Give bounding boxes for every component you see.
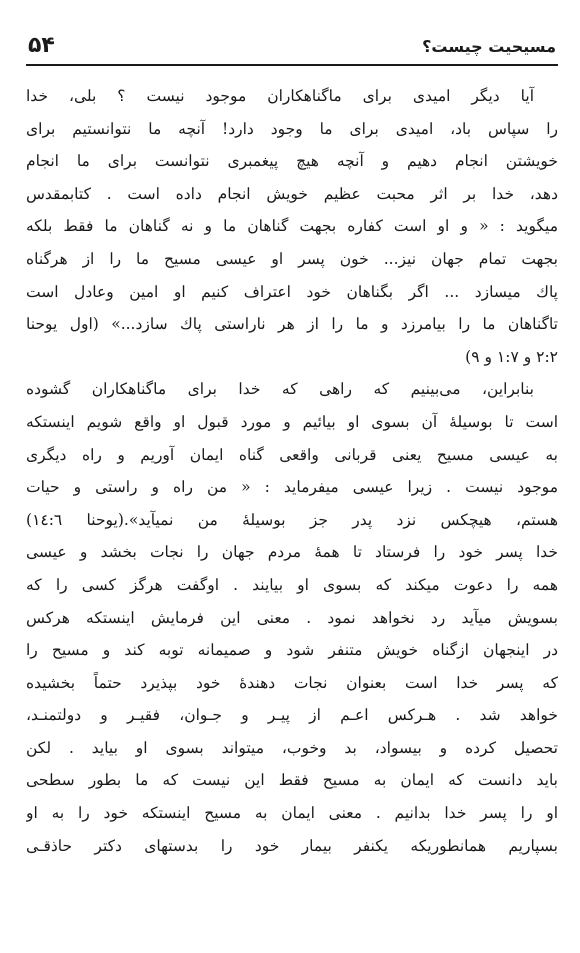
text-line: آیا دیگر امیدی برای ماگناهکاران موجود نیست ؟ بلی، خدا (26, 87, 534, 105)
running-header (26, 30, 558, 66)
page-number: ۵۴ (28, 33, 55, 58)
text-line: هستم، هیچکس نزد پدر جز بوسیلهٔ من نمیآید».(یوحنا ۱٤:٦) (26, 510, 558, 529)
text-line: بجهت تمام جهان نیز... خون پسر او عیسی مسیح ما را از هرگناه (26, 249, 558, 268)
text-line: است تا بوسیلهٔ آن بسوی او بیائیم و مورد قبول او واقع شویم اینستکه (26, 412, 558, 431)
text-line: او را پسر خدا بدانیم . معنی ایمان به مسیح اینستکه خود را به او (26, 804, 558, 823)
running-title: مسیحیت چیست؟ (422, 37, 556, 56)
text-line: خدا پسر خود را فرستاد تا همهٔ مردم جهان را نجات بخشد و عیسی (26, 543, 558, 562)
text-line: تاگناهان ما را بیامرزد و ما را از هر ناراستی پاك سازد...» (اول یوحنا (26, 315, 558, 334)
text-line: میگوید : « و او است کفاره بجهت گناهان ما و نه گناهان ما فقط بلکه (26, 217, 558, 236)
book-page (26, 30, 558, 930)
text-line: ۲:۲ و ۱:۷ و ۹) (465, 347, 558, 366)
paragraph (26, 80, 558, 373)
text-line: در اینجهان ازگناه خویش متنفر شود و صمیمانه توبه کند و مسیح را (26, 641, 558, 660)
text-line: پاك میسازد ... اگر بگناهان خود اعتراف کنیم او امین وعادل است (26, 282, 558, 301)
body-text (26, 80, 558, 862)
text-line: که پسر خدا است بعنوان نجات دهندهٔ خود بپذیرد حتماً بخشیده (26, 673, 558, 692)
text-line: بسویش میآید رد نخواهد نمود . معنی این فرمایش اینستکه هرکس (26, 608, 558, 627)
text-line: به عیسی مسیح یعنی قربانی واقعی گناه ایمان آوریم و راه دیگری (26, 445, 558, 464)
text-line: تحصیل کرده و بیسواد، بد وخوب، میتواند بسوی او بیاید . لکن (26, 738, 558, 757)
text-line: دهد، خدا بر اثر محبت عظیم خویش انجام داده است . کتابمقدس (26, 184, 558, 203)
text-line: بسپاریم همانطوریکه یکنفر بیمار خود را بدستهای دکتر حاذقـی (26, 836, 558, 855)
text-line: خواهد شد . هـرکس اعـم از پیـر و جـوان، فقیـر و دولتمنـد، (26, 706, 558, 725)
text-line: موجود نیست . زیرا عیسی میفرماید : « من راه و راستی و حیات (26, 478, 558, 497)
text-line: همه را دعوت میکند که بسوی او بیایند . اوگفت هرگز کسی را که (26, 575, 558, 594)
paragraph (26, 373, 558, 862)
text-line: بنابراین، می‌بینیم که راهی که خدا برای ماگناهکاران گشوده (26, 380, 534, 399)
text-line: خویشتن انجام دهیم و آنچه هیچ پیغمبری نتوانست برای ما انجام (26, 152, 558, 171)
text-line: را سپاس باد، امیدی برای ما وجود دارد! آنچه ما نتوانستیم برای (26, 119, 558, 138)
text-line: باید دانست که ایمان به مسیح فقط این نیست که ما بطور سطحی (26, 771, 558, 790)
